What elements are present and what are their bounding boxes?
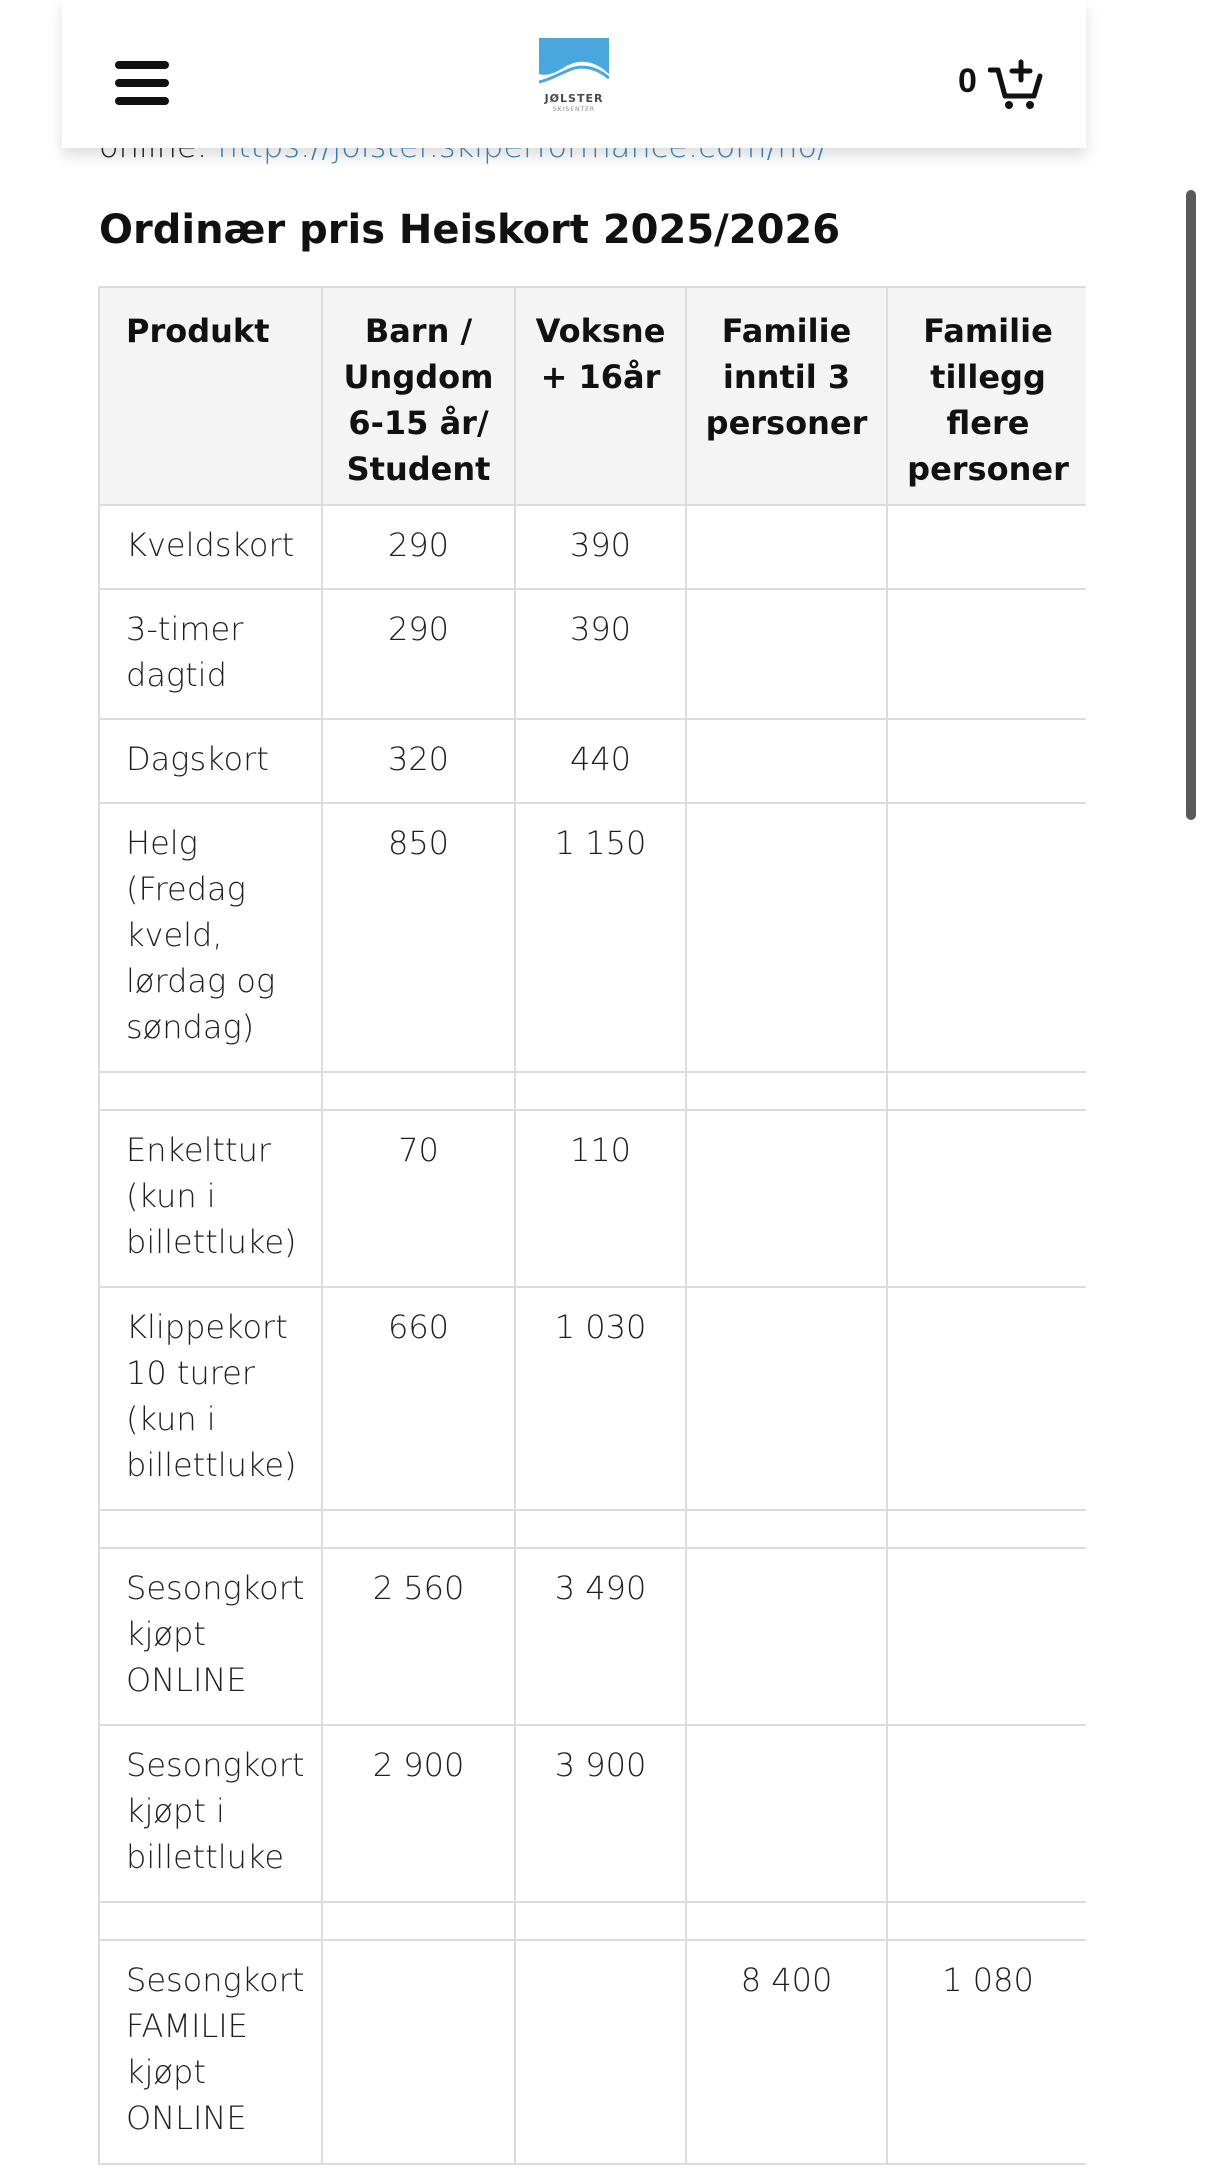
page-content xyxy=(62,0,1086,2171)
table-row xyxy=(99,1548,1086,1725)
cell-product: Kveldskort xyxy=(99,505,322,589)
table-row xyxy=(99,505,1086,589)
cell-family-extra-price xyxy=(887,719,1086,803)
cell-adult-price: 440 xyxy=(515,719,686,803)
column-header-product: Produkt xyxy=(99,287,322,505)
logo-text: JØLSTER xyxy=(544,92,604,105)
cell-family-price xyxy=(686,1725,887,1902)
cell-child-price: 2 900 xyxy=(322,1725,515,1902)
cell-child-price: 290 xyxy=(322,505,515,589)
cell-adult-price: 1 150 xyxy=(515,803,686,1072)
cell-empty xyxy=(887,1902,1086,1940)
table-spacer-row xyxy=(99,1902,1086,1940)
cell-family-price xyxy=(686,1110,887,1287)
cart-plus-icon xyxy=(988,58,1044,110)
table-row xyxy=(99,589,1086,719)
cell-product: Sesongkort FAMILIE kjøpt ONLINE xyxy=(99,1940,322,2164)
table-spacer-row xyxy=(99,1510,1086,1548)
cell-family-price xyxy=(686,1287,887,1510)
table-row xyxy=(99,1287,1086,1510)
cart-button[interactable] xyxy=(958,58,1048,112)
cell-child-price: 2 560 xyxy=(322,1548,515,1725)
cell-adult-price: 1 030 xyxy=(515,1287,686,1510)
cell-empty xyxy=(686,1510,887,1548)
site-logo[interactable] xyxy=(539,38,609,124)
table-row xyxy=(99,1725,1086,1902)
table-header-row xyxy=(99,287,1086,505)
cell-family-price xyxy=(686,803,887,1072)
column-header-adult: Voksne + 16år xyxy=(515,287,686,505)
cell-product: Klippekort 10 turer (kun i billettluke) xyxy=(99,1287,322,1510)
cell-product: Sesongkort kjøpt ONLINE xyxy=(99,1548,322,1725)
cell-empty xyxy=(887,1072,1086,1110)
site-header xyxy=(62,0,1086,148)
cell-family-price xyxy=(686,505,887,589)
table-row xyxy=(99,1940,1086,2164)
cell-adult-price: 390 xyxy=(515,589,686,719)
mountain-logo-icon xyxy=(539,38,609,90)
cart-count: 0 xyxy=(958,62,977,100)
cell-family-price xyxy=(686,719,887,803)
cell-adult-price: 390 xyxy=(515,505,686,589)
cell-empty xyxy=(99,1510,322,1548)
cell-child-price: 850 xyxy=(322,803,515,1072)
cell-empty xyxy=(515,1902,686,1940)
cell-empty xyxy=(322,1510,515,1548)
cell-family-extra-price xyxy=(887,505,1086,589)
cell-product: Helg (Fredag kveld, lørdag og søndag) xyxy=(99,803,322,1072)
cell-child-price: 660 xyxy=(322,1287,515,1510)
cell-empty xyxy=(322,1902,515,1940)
table-row xyxy=(99,719,1086,803)
logo-subtext: SKISENTER xyxy=(552,106,596,113)
cell-adult-price: 3 490 xyxy=(515,1548,686,1725)
cell-product: Dagskort xyxy=(99,719,322,803)
column-header-family-extra: Familie tillegg flere personer xyxy=(887,287,1086,505)
price-table xyxy=(98,286,1086,2165)
cell-adult-price: 110 xyxy=(515,1110,686,1287)
cell-child-price xyxy=(322,1940,515,2164)
cell-product: Sesongkort kjøpt i billettluke xyxy=(99,1725,322,1902)
cell-family-extra-price xyxy=(887,1548,1086,1725)
cell-child-price: 70 xyxy=(322,1110,515,1287)
cell-product: Enkelttur (kun i billettluke) xyxy=(99,1110,322,1287)
cell-family-price: 8 400 xyxy=(686,1940,887,2164)
cell-empty xyxy=(686,1902,887,1940)
cell-product: 3-timer dagtid xyxy=(99,589,322,719)
cell-adult-price: 3 900 xyxy=(515,1725,686,1902)
cell-empty xyxy=(686,1072,887,1110)
cell-empty xyxy=(99,1072,322,1110)
cell-empty xyxy=(515,1510,686,1548)
cell-empty xyxy=(322,1072,515,1110)
cell-family-extra-price xyxy=(887,1110,1086,1287)
cell-empty xyxy=(99,1902,322,1940)
cell-family-extra-price xyxy=(887,1287,1086,1510)
cell-empty xyxy=(515,1072,686,1110)
table-row xyxy=(99,803,1086,1072)
scrollbar[interactable] xyxy=(1186,190,1198,830)
table-row xyxy=(99,1110,1086,1287)
section-title: Ordinær pris Heiskort 2025/2026 xyxy=(99,207,841,253)
column-header-child: Barn / Ungdom 6-15 år/ Student xyxy=(322,287,515,505)
hamburger-menu-icon[interactable] xyxy=(115,61,169,105)
cell-family-price xyxy=(686,589,887,719)
cell-family-price xyxy=(686,1548,887,1725)
scrollbar-thumb[interactable] xyxy=(1186,190,1196,820)
cell-child-price: 320 xyxy=(322,719,515,803)
cell-empty xyxy=(887,1510,1086,1548)
cell-adult-price xyxy=(515,1940,686,2164)
cell-child-price: 290 xyxy=(322,589,515,719)
table-spacer-row xyxy=(99,1072,1086,1110)
cell-family-extra-price xyxy=(887,589,1086,719)
cell-family-extra-price xyxy=(887,803,1086,1072)
column-header-family: Familie inntil 3 personer xyxy=(686,287,887,505)
cell-family-extra-price: 1 080 xyxy=(887,1940,1086,2164)
cell-family-extra-price xyxy=(887,1725,1086,1902)
